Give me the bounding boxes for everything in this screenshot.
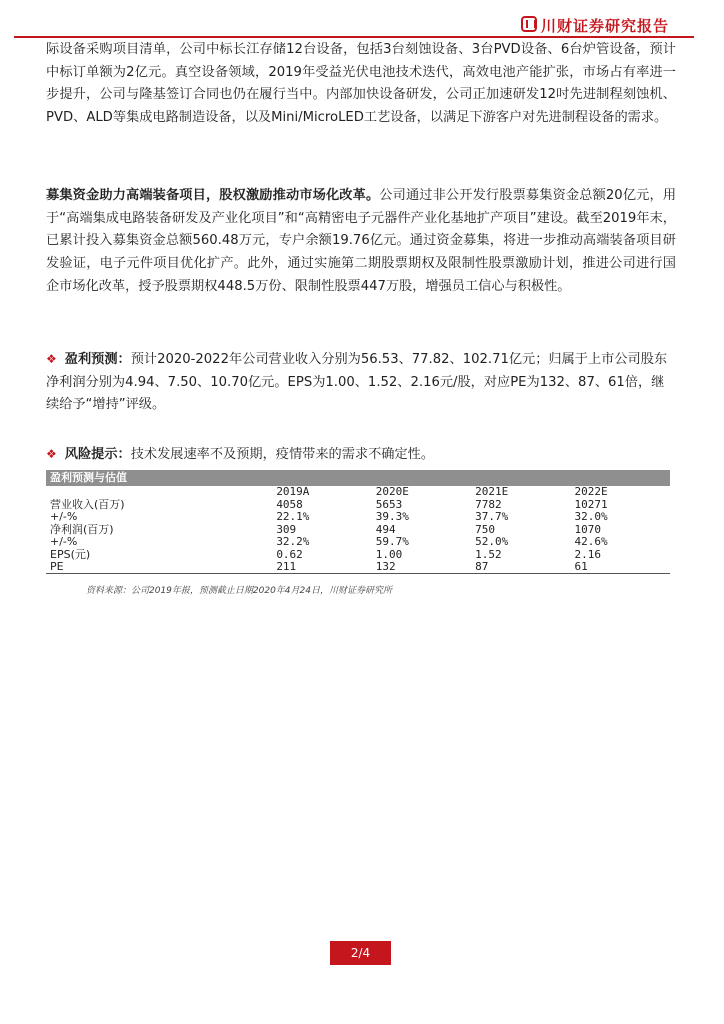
bullet-text: 预计2020-2022年公司营业收入分别为56.53、77.82、102.71亿元；归属于上市公司股东净利润分别为4.94、7.50、10.70亿元。EPS为1.00、1.52、2.16元/股，对应PE为132、87、61倍，继续给予“增持”评级。 <box>46 352 668 413</box>
table-cell: 2.16 <box>574 547 602 561</box>
table-cell: 32.0% <box>574 510 608 524</box>
table-header-cell: 2019A <box>276 485 310 499</box>
bullet-profit-forecast <box>46 348 676 417</box>
table-cell: 净利润(百万) <box>50 522 114 536</box>
bullet-label: 风险提示： <box>64 447 131 462</box>
table-cell: 4058 <box>276 498 303 511</box>
table-cell: 5653 <box>375 498 403 511</box>
paragraph-body: 公司通过非公开发行股票募集资金总额20亿元，用于“高端集成电路装备研发及产业化项目”和“高精密电子元器件产业化基地扩产项目”建设。截至2019年末，已累计投入募集资金总额560.48万元，专户余额19.76亿元。通过资金募集，将进一步推动高端装备项目研发验证，电子元件项目优化扩产。此外，通过实施第二期股票期权及限制性股票激励计划，推进公司进行国企市场化改革，授予股票期权448.5万份、限制性股票447万股，增强员工信心与积极性。 <box>46 188 677 294</box>
table-cell: 7782 <box>475 498 502 511</box>
table-cell: 32.2% <box>276 535 310 549</box>
bullet-label: 盈利预测： <box>64 352 131 367</box>
table-cell: +/-% <box>50 535 78 549</box>
forecast-grid <box>46 486 670 574</box>
table-cell: 22.1% <box>276 510 310 524</box>
table-title: 盈利预测与估值 <box>46 470 670 486</box>
table-cell: 59.7% <box>375 535 409 549</box>
table-row <box>46 561 670 574</box>
table-cell: 营业收入(百万) <box>50 498 125 511</box>
table-row <box>46 536 670 548</box>
forecast-table <box>46 470 670 574</box>
paragraph-fundraising <box>46 185 676 299</box>
table-cell: 211 <box>272 561 371 574</box>
table-cell: 42.6% <box>574 535 608 549</box>
table-cell: 132 <box>372 561 471 574</box>
table-cell: PE <box>46 561 272 574</box>
table-cell: 52.0% <box>475 535 509 549</box>
table-cell: 750 <box>475 522 495 536</box>
table-cell: 0.62 <box>276 547 303 561</box>
table-cell: 61 <box>571 561 670 574</box>
table-header-cell: 2021E <box>475 485 509 499</box>
table-cell: +/-% <box>50 510 78 524</box>
table-cell: 10271 <box>574 498 608 511</box>
table-cell: 1.52 <box>475 547 502 561</box>
bullet-risk <box>46 443 676 467</box>
diamond-bullet-icon: ❖ <box>46 447 57 461</box>
table-cell: 309 <box>276 522 297 536</box>
table-source-note: 资料来源：公司2019年报，预测截止日期2020年4月24日，川财证券研究所 <box>86 586 392 596</box>
table-cell: 1.00 <box>375 547 403 561</box>
table-cell: 494 <box>375 522 396 536</box>
table-row <box>46 511 670 523</box>
table-cell: 39.3% <box>375 510 409 524</box>
bullet-text: 技术发展速率不及预期，疫情带来的需求不确定性。 <box>130 447 435 462</box>
header-divider <box>14 36 694 38</box>
table-header-cell: 2020E <box>375 485 409 499</box>
table-cell: 87 <box>471 561 570 574</box>
brand-logo-icon <box>521 16 537 32</box>
paragraph-lead: 募集资金助力高端装备项目，股权激励推动市场化改革。 <box>46 188 380 203</box>
table-cell: 37.7% <box>475 510 509 524</box>
table-cell: 1070 <box>574 522 602 536</box>
page-number: 2/4 <box>330 941 391 965</box>
diamond-bullet-icon: ❖ <box>46 352 57 366</box>
report-header-title: 川财证券研究报告 <box>541 17 670 35</box>
table-header-cell: 2022E <box>574 485 608 499</box>
table-cell: EPS(元) <box>50 547 91 561</box>
paragraph-equipment: 际设备采购项目清单，公司中标长江存储12台设备，包括3台刻蚀设备、3台PVD设备、6台炉管设备，预计中标订单额为2亿元。真空设备领域，2019年受益光伏电池技术迭代，高效电池产能扩张，市场占有率进一步提升，公司与隆基签订合同也仍在履行当中。内部加快设备研发，公司正加速研发12吋先进制程刻蚀机、PVD、ALD等集成电路制造设备，以及Mini/MicroLED工艺设备，以满足下游客户对先进制程设备的需求。 <box>46 42 676 126</box>
